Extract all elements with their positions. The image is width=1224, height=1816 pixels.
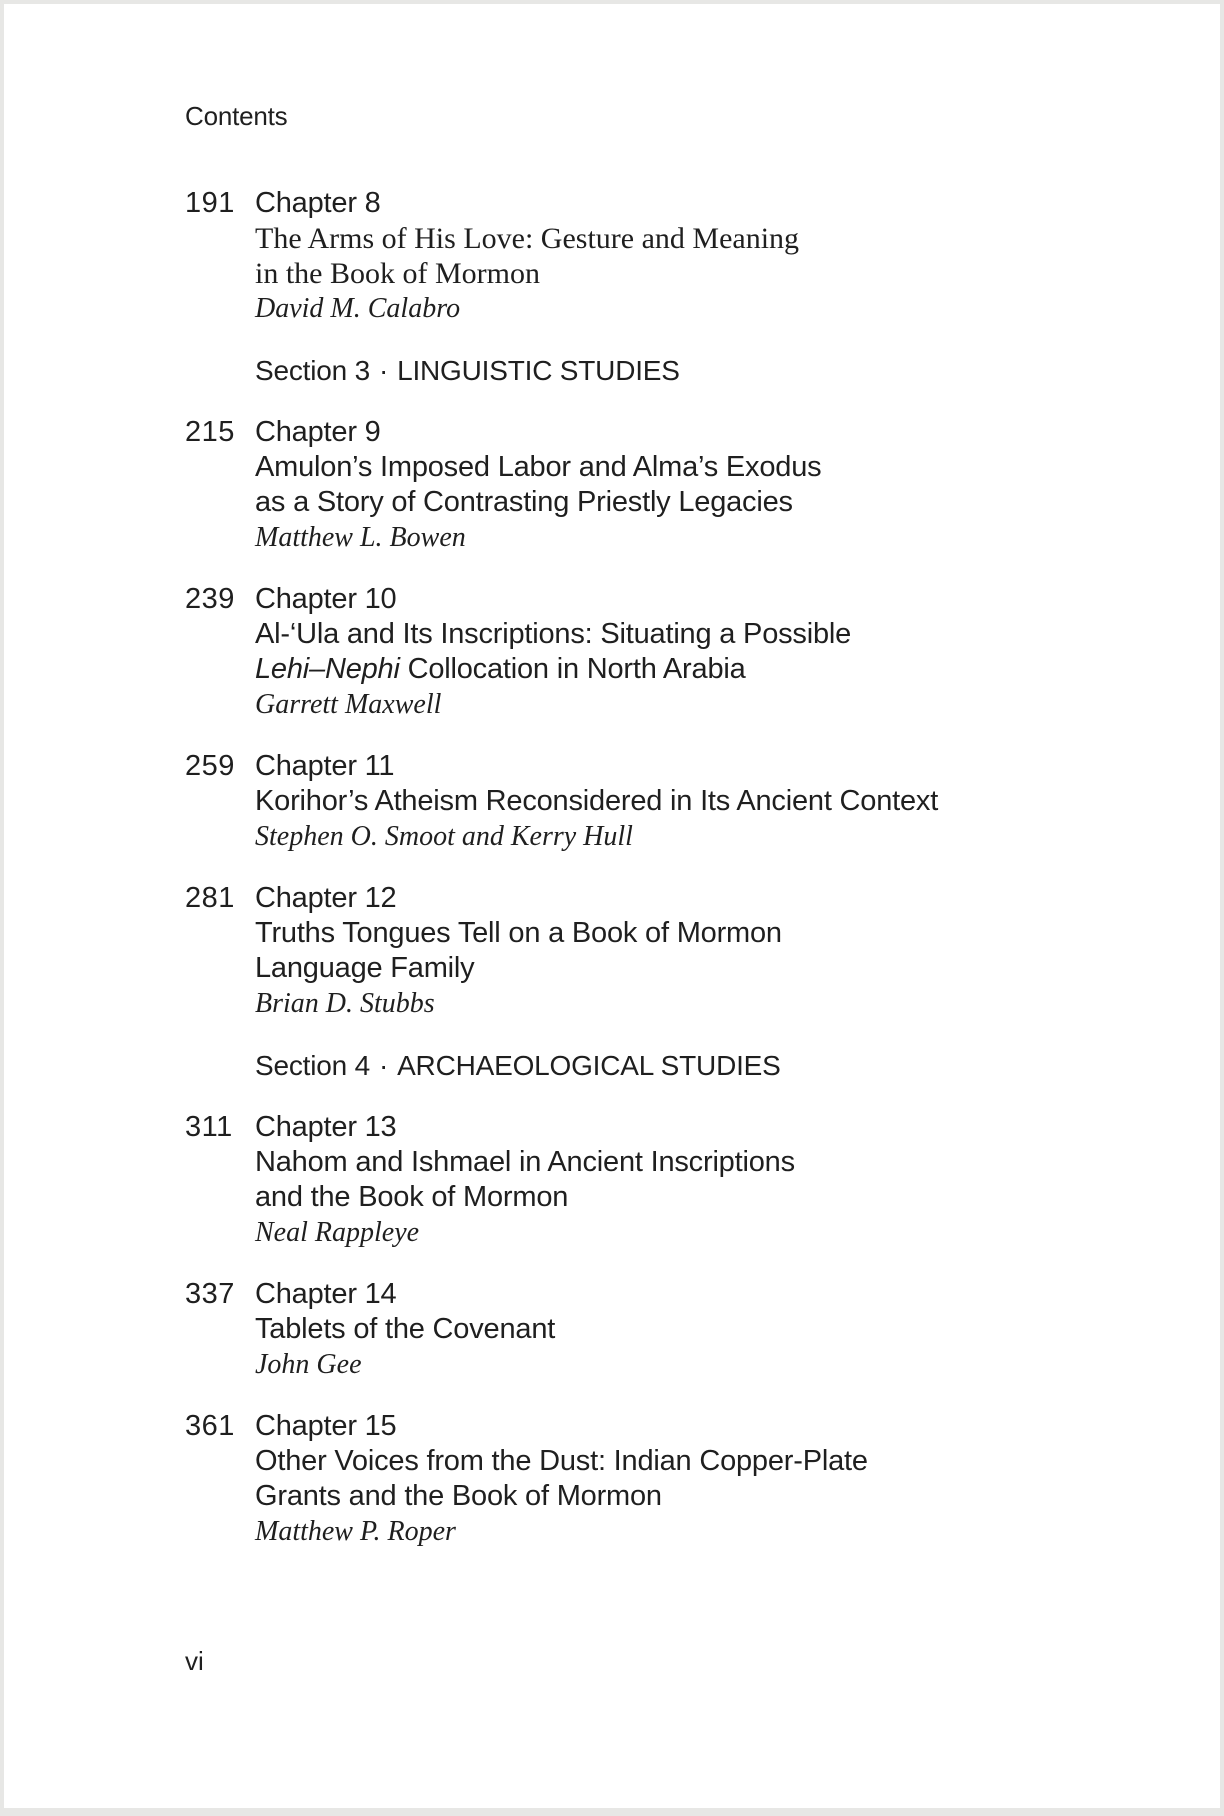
chapter-title-line	[255, 652, 1180, 687]
chapter-title-line: Amulon’s Imposed Labor and Alma’s Exodus	[255, 451, 822, 483]
entry-page-number: 361	[185, 1410, 235, 1442]
toc-entry-chapter-12	[185, 881, 1180, 1021]
toc-entry-chapter-15	[185, 1409, 1180, 1549]
chapter-label: Chapter 9	[255, 416, 381, 448]
section-separator: ·	[378, 355, 389, 386]
page-title: Contents	[185, 101, 288, 131]
chapter-title-line: Korihor’s Atheism Reconsidered in Its Ancient Context	[255, 785, 939, 817]
entry-body	[255, 1277, 1180, 1382]
entry-page-number: 215	[185, 416, 235, 448]
chapter-author: Brian D. Stubbs	[255, 988, 435, 1019]
chapter-title-line: The Arms of His Love: Gesture and Meaning	[255, 222, 800, 255]
entry-page-number: 281	[185, 882, 235, 914]
section-heading-3	[255, 353, 1180, 388]
toc-entry-chapter-13	[185, 1110, 1180, 1250]
toc-entry-chapter-11	[185, 749, 1180, 854]
chapter-label: Chapter 10	[255, 583, 397, 615]
toc-entry-chapter-10	[185, 582, 1180, 722]
entry-body	[255, 881, 1180, 1021]
entry-body	[255, 749, 1180, 854]
chapter-label: Chapter 13	[255, 1111, 397, 1143]
chapter-title-line: Al-‘Ula and Its Inscriptions: Situating a Possible	[255, 618, 852, 650]
title-italic-fragment: Lehi–Nephi	[255, 653, 400, 685]
chapter-label: Chapter 8	[255, 187, 381, 219]
chapter-title-line: and the Book of Mormon	[255, 1181, 569, 1213]
entry-page-number: 311	[185, 1111, 233, 1143]
section-label: Section 4	[255, 1050, 370, 1081]
section-name: LINGUISTIC STUDIES	[397, 355, 680, 386]
entry-body	[255, 1110, 1180, 1250]
entry-body	[255, 415, 1180, 555]
toc-entry-chapter-14	[185, 1277, 1180, 1382]
book-page	[4, 4, 1220, 1808]
chapter-author: John Gee	[255, 1349, 362, 1380]
chapter-label: Chapter 12	[255, 882, 397, 914]
entry-page-number: 259	[185, 750, 235, 782]
entry-page-number: 239	[185, 583, 235, 615]
chapter-title-line: Tablets of the Covenant	[255, 1313, 556, 1345]
chapter-author: Matthew L. Bowen	[255, 522, 466, 553]
section-heading-4	[255, 1048, 1180, 1083]
toc-entry-chapter-8	[185, 186, 1180, 326]
chapter-title-line: Language Family	[255, 952, 475, 984]
chapter-author: Neal Rappleye	[255, 1217, 420, 1248]
chapter-title-line: Grants and the Book of Mormon	[255, 1480, 662, 1512]
chapter-title-line: in the Book of Mormon	[255, 257, 540, 290]
section-label: Section 3	[255, 355, 370, 386]
chapter-title-line: as a Story of Contrasting Priestly Legacies	[255, 486, 793, 518]
entry-body	[255, 186, 1180, 326]
chapter-author: Stephen O. Smoot and Kerry Hull	[255, 821, 633, 852]
chapter-label: Chapter 15	[255, 1410, 397, 1442]
section-separator: ·	[378, 1050, 389, 1081]
toc-entry-chapter-9	[185, 415, 1180, 555]
section-name: ARCHAEOLOGICAL STUDIES	[397, 1050, 781, 1081]
chapter-title-line: Truths Tongues Tell on a Book of Mormon	[255, 917, 782, 949]
chapter-author: Garrett Maxwell	[255, 689, 442, 720]
chapter-label: Chapter 11	[255, 750, 395, 782]
chapter-label: Chapter 14	[255, 1278, 397, 1310]
entry-body	[255, 582, 1180, 722]
entry-body	[255, 1409, 1180, 1549]
entry-page-number: 337	[185, 1278, 235, 1310]
chapter-title-line: Nahom and Ishmael in Ancient Inscriptions	[255, 1146, 795, 1178]
chapter-title-line: Other Voices from the Dust: Indian Copper-Plate	[255, 1445, 868, 1477]
chapter-author: David M. Calabro	[255, 293, 461, 324]
chapter-author: Matthew P. Roper	[255, 1516, 456, 1547]
entry-page-number: 191	[185, 187, 235, 219]
page-footer-number: vi	[185, 1646, 204, 1676]
title-rest-fragment: Collocation in North Arabia	[399, 653, 746, 685]
